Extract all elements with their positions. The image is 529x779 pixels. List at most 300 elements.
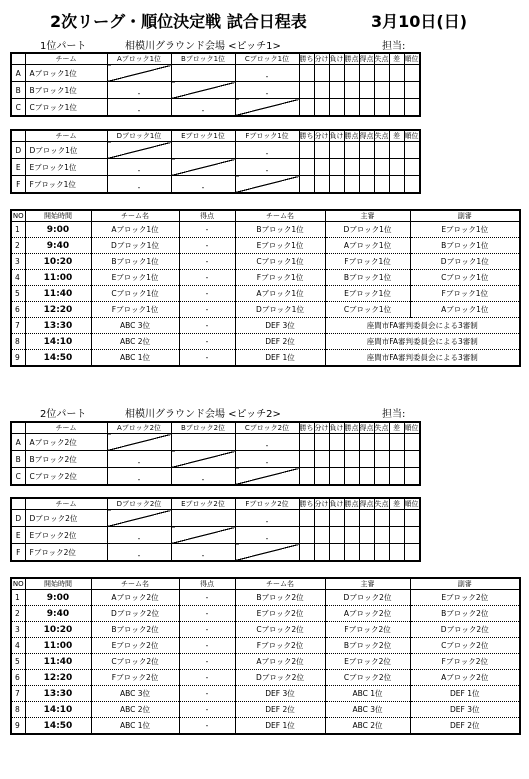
stat-cell [404,99,420,117]
stat-cell [299,527,314,544]
stat-cell [314,82,329,99]
grid-row [11,527,420,544]
referee: Fブロック1位 [325,254,410,270]
home-team: Fブロック1位 [91,302,179,318]
match-no: 7 [11,318,25,334]
score: - [179,302,235,318]
schedule-row [11,718,520,735]
stat-header: 勝点 [344,55,359,63]
stat-cell [344,99,359,117]
stat-header: 得点 [359,132,374,140]
score-cell [171,434,235,451]
self-match-cell [235,468,299,486]
stat-cell [344,176,359,194]
row-letter: A [11,434,25,451]
stat-cell [329,527,344,544]
start-time: 10:20 [25,254,91,270]
stat-cell [404,434,420,451]
schedule-header: 開始時間 [25,210,91,222]
stat-cell [374,434,389,451]
score-cell: - [235,510,299,527]
referee-note: 座間市FA審判委員会による3審制 [325,318,520,334]
grid-row [11,159,420,176]
stat-cell [374,65,389,82]
home-team: Fブロック2位 [91,670,179,686]
stat-cell [314,468,329,486]
referee: Aブロック1位 [325,238,410,254]
stat-cell [314,65,329,82]
away-team: Dブロック1位 [235,302,325,318]
stat-header: 勝点 [344,424,359,432]
team-header: チーム [25,53,107,65]
stat-cell [299,159,314,176]
team-header: チーム [25,498,107,510]
away-team: Bブロック1位 [235,222,325,238]
league-grid-table [10,129,421,194]
team-name: Fブロック2位 [25,544,107,562]
stat-header: 負け [329,500,344,508]
home-team: Eブロック1位 [91,270,179,286]
stat-cell [389,82,404,99]
home-team: ABC 1位 [91,718,179,735]
stat-header: 分け [314,424,329,432]
stat-cell [404,176,420,194]
stat-cell [314,434,329,451]
start-time: 9:00 [25,222,91,238]
score-cell [171,510,235,527]
stat-cell [389,468,404,486]
league-grid-def-2 [10,497,421,562]
row-letter: B [11,451,25,468]
match-no: 7 [11,686,25,702]
start-time: 13:30 [25,318,91,334]
stat-cell [299,65,314,82]
assistant-referee: Dブロック1位 [410,254,520,270]
match-no: 1 [11,590,25,606]
team-name: Aブロック2位 [25,434,107,451]
assistant-referee: Eブロック1位 [410,222,520,238]
stat-header: 分け [314,132,329,140]
team-name: Dブロック2位 [25,510,107,527]
team-name: Cブロック2位 [25,468,107,486]
stat-cell [389,99,404,117]
stat-cell [374,510,389,527]
team-name: Aブロック1位 [25,65,107,82]
stat-header: 勝ち [299,132,314,140]
score-cell: - [235,82,299,99]
away-team: DEF 2位 [235,702,325,718]
stat-cell [389,544,404,562]
match-no: 6 [11,670,25,686]
stat-header: 失点 [374,424,389,432]
opponent-header: Bブロック1位 [171,53,235,65]
stat-cell [374,142,389,159]
stat-cell [359,544,374,562]
match-no: 2 [11,606,25,622]
schedule-table-2 [10,577,521,735]
grid-row [11,468,420,486]
away-team: Aブロック2位 [235,654,325,670]
home-team: Cブロック1位 [91,286,179,302]
assistant-referee: Fブロック2位 [410,654,520,670]
stat-cell [359,434,374,451]
league-grid-table [10,52,421,117]
score: - [179,686,235,702]
stat-cell [359,99,374,117]
stat-cell [359,159,374,176]
stat-cell [329,65,344,82]
stat-cell [314,527,329,544]
stat-cell [359,510,374,527]
stat-cell [389,451,404,468]
opponent-header: Eブロック1位 [171,130,235,142]
stat-header: 負け [329,132,344,140]
stat-cell [329,510,344,527]
grid-header-row [11,53,420,65]
stat-cell [344,544,359,562]
referee: ABC 3位 [325,702,410,718]
stat-cell [299,468,314,486]
opponent-header: Fブロック1位 [235,130,299,142]
schedule-header: 開始時間 [25,578,91,590]
score: - [179,622,235,638]
self-match-cell [171,527,235,544]
stat-cell [374,159,389,176]
referee: Bブロック1位 [325,270,410,286]
self-match-cell [235,99,299,117]
grid-row [11,142,420,159]
self-match-cell [171,159,235,176]
away-team: Aブロック1位 [235,286,325,302]
away-team: Eブロック2位 [235,606,325,622]
score: - [179,638,235,654]
stat-cell [404,159,420,176]
score-cell: - [107,99,171,117]
assistant-referee: Fブロック1位 [410,286,520,302]
stat-cell [299,82,314,99]
schedule-header: 主審 [325,578,410,590]
row-letter: E [11,527,25,544]
self-match-cell [107,65,171,82]
schedule-row [11,590,520,606]
schedule-table [10,577,521,735]
stat-cell [374,99,389,117]
start-time: 10:20 [25,622,91,638]
referee: ABC 2位 [325,718,410,735]
score-cell: - [107,159,171,176]
away-team: Fブロック2位 [235,638,325,654]
stat-header: 勝点 [344,132,359,140]
score-cell: - [171,468,235,486]
stat-cell [314,159,329,176]
score-cell: - [235,451,299,468]
stat-cell [314,176,329,194]
stat-cell [374,451,389,468]
stat-header: 勝ち [299,500,314,508]
stat-header: 得点 [359,500,374,508]
stat-cell [374,527,389,544]
score-cell: - [235,142,299,159]
assistant-referee: DEF 2位 [410,718,520,735]
away-team: Cブロック2位 [235,622,325,638]
grid-row [11,451,420,468]
schedule-row [11,302,520,318]
stat-cell [299,142,314,159]
stat-cell [344,82,359,99]
stat-cell [329,99,344,117]
home-team: Aブロック2位 [91,590,179,606]
stat-cell [404,527,420,544]
grid-row [11,65,420,82]
home-team: ABC 3位 [91,686,179,702]
grid-row [11,99,420,117]
score-cell: - [107,82,171,99]
opponent-header: Eブロック2位 [171,498,235,510]
start-time: 14:10 [25,334,91,350]
league-grid-table [10,497,421,562]
stat-cell [329,176,344,194]
referee: Fブロック2位 [325,622,410,638]
stat-cell [344,142,359,159]
stat-cell [359,527,374,544]
stat-header: 失点 [374,500,389,508]
league-grid-abc-2 [10,421,421,486]
schedule-header: チーム名 [235,210,325,222]
opponent-header: Cブロック1位 [235,53,299,65]
schedule-row [11,638,520,654]
home-team: Bブロック1位 [91,254,179,270]
stat-cell [299,544,314,562]
row-letter: B [11,82,25,99]
stat-cell [389,142,404,159]
schedule-header: 得点 [179,210,235,222]
schedule-row [11,254,520,270]
score: - [179,590,235,606]
grid-header-row [11,422,420,434]
stat-cell [374,468,389,486]
score-cell: - [107,527,171,544]
home-team: Dブロック1位 [91,238,179,254]
stat-header: 差 [389,130,404,142]
stat-cell [404,142,420,159]
opponent-header: Dブロック2位 [107,498,171,510]
stat-cell [389,65,404,82]
schedule-row [11,286,520,302]
stat-cell [314,510,329,527]
match-no: 3 [11,254,25,270]
schedule-header: チーム名 [91,210,179,222]
score-cell [171,65,235,82]
blank-header [11,130,25,142]
stat-cell [329,468,344,486]
start-time: 9:00 [25,590,91,606]
stat-cell [374,544,389,562]
blank-header [11,53,25,65]
start-time: 11:40 [25,654,91,670]
stat-cell [404,544,420,562]
stat-cell [404,510,420,527]
score-cell: - [107,451,171,468]
stat-header: 得点 [359,55,374,63]
stat-cell [314,142,329,159]
schedule-header: 副審 [410,210,520,222]
stat-cell [314,544,329,562]
score-cell: - [171,544,235,562]
opponent-header: Aブロック2位 [107,422,171,434]
stat-cell [299,510,314,527]
schedule-header: チーム名 [235,578,325,590]
home-team: Cブロック2位 [91,654,179,670]
stat-cell [359,142,374,159]
assistant-referee: Aブロック1位 [410,302,520,318]
stat-header: 失点 [374,132,389,140]
blank-header [11,498,25,510]
stat-cell [329,159,344,176]
stat-cell [374,176,389,194]
assistant-referee: Bブロック1位 [410,238,520,254]
row-letter: C [11,468,25,486]
self-match-cell [107,510,171,527]
schedule-row [11,350,520,367]
score-cell: - [171,99,235,117]
stat-cell [329,451,344,468]
schedule-row [11,622,520,638]
stat-cell [389,176,404,194]
score-cell: - [171,176,235,194]
grid-row [11,176,420,194]
stat-cell [329,142,344,159]
stat-cell [344,527,359,544]
away-team: DEF 1位 [235,350,325,367]
referee: Bブロック2位 [325,638,410,654]
stat-header: 負け [329,55,344,63]
referee-note: 座間市FA審判委員会による3審制 [325,334,520,350]
referee-note: 座間市FA審判委員会による3審制 [325,350,520,367]
row-letter: D [11,510,25,527]
score: - [179,334,235,350]
score: - [179,654,235,670]
score: - [179,286,235,302]
score: - [179,222,235,238]
opponent-header: Bブロック2位 [171,422,235,434]
assistant-referee: DEF 1位 [410,686,520,702]
team-name: Eブロック2位 [25,527,107,544]
home-team: Bブロック2位 [91,622,179,638]
schedule-row [11,702,520,718]
schedule-row [11,318,520,334]
self-match-cell [171,82,235,99]
match-no: 8 [11,334,25,350]
stat-cell [359,65,374,82]
stat-cell [314,99,329,117]
away-team: DEF 1位 [235,718,325,735]
score-cell: - [235,159,299,176]
team-header: チーム [25,130,107,142]
section-header-1 [0,37,529,51]
row-letter: A [11,65,25,82]
match-no: 3 [11,622,25,638]
match-no: 9 [11,350,25,367]
schedule-table [10,209,521,367]
assistant-referee: Cブロック1位 [410,270,520,286]
stat-header: 勝ち [299,424,314,432]
schedule-row [11,686,520,702]
stat-cell [329,434,344,451]
grid-row [11,510,420,527]
score: - [179,702,235,718]
home-team: ABC 2位 [91,334,179,350]
assistant-referee: Eブロック2位 [410,590,520,606]
match-no: 9 [11,718,25,735]
score: - [179,254,235,270]
score: - [179,670,235,686]
schedule-header: 得点 [179,578,235,590]
schedule-header: NO [12,580,24,588]
stat-cell [344,434,359,451]
stat-cell [344,65,359,82]
schedule-header: チーム名 [91,578,179,590]
team-name: Cブロック1位 [25,99,107,117]
referee: Aブロック2位 [325,606,410,622]
stat-header: 負け [329,424,344,432]
stat-cell [344,159,359,176]
venue-label: 相模川グラウンド会場 <ピッチ2> [125,409,281,420]
stat-header: 分け [314,500,329,508]
away-team: DEF 2位 [235,334,325,350]
match-no: 1 [11,222,25,238]
match-no: 6 [11,302,25,318]
assistant-referee: Bブロック2位 [410,606,520,622]
score-cell [171,142,235,159]
section-header-2 [0,405,529,419]
score: - [179,350,235,367]
stat-cell [344,451,359,468]
start-time: 14:50 [25,718,91,735]
match-no: 5 [11,286,25,302]
grid-row [11,434,420,451]
grid-header-row [11,498,420,510]
part-label: 1位パート [40,41,87,52]
away-team: Eブロック1位 [235,238,325,254]
schedule-header: NO [12,212,24,220]
match-no: 2 [11,238,25,254]
stat-cell [299,434,314,451]
referee: Eブロック1位 [325,286,410,302]
match-no: 8 [11,702,25,718]
team-header: チーム [25,422,107,434]
stat-cell [314,451,329,468]
stat-cell [359,176,374,194]
match-no: 5 [11,654,25,670]
opponent-header: Cブロック2位 [235,422,299,434]
referee: Dブロック1位 [325,222,410,238]
self-match-cell [107,434,171,451]
team-name: Fブロック1位 [25,176,107,194]
start-time: 12:20 [25,302,91,318]
home-team: ABC 1位 [91,350,179,367]
referee: Cブロック2位 [325,670,410,686]
start-time: 9:40 [25,606,91,622]
row-letter: F [11,176,25,194]
start-time: 11:00 [25,638,91,654]
start-time: 11:40 [25,286,91,302]
schedule-header: 副審 [410,578,520,590]
stat-cell [389,510,404,527]
stat-header: 順位 [404,55,419,63]
stat-header: 順位 [404,424,419,432]
start-time: 12:20 [25,670,91,686]
start-time: 14:50 [25,350,91,367]
